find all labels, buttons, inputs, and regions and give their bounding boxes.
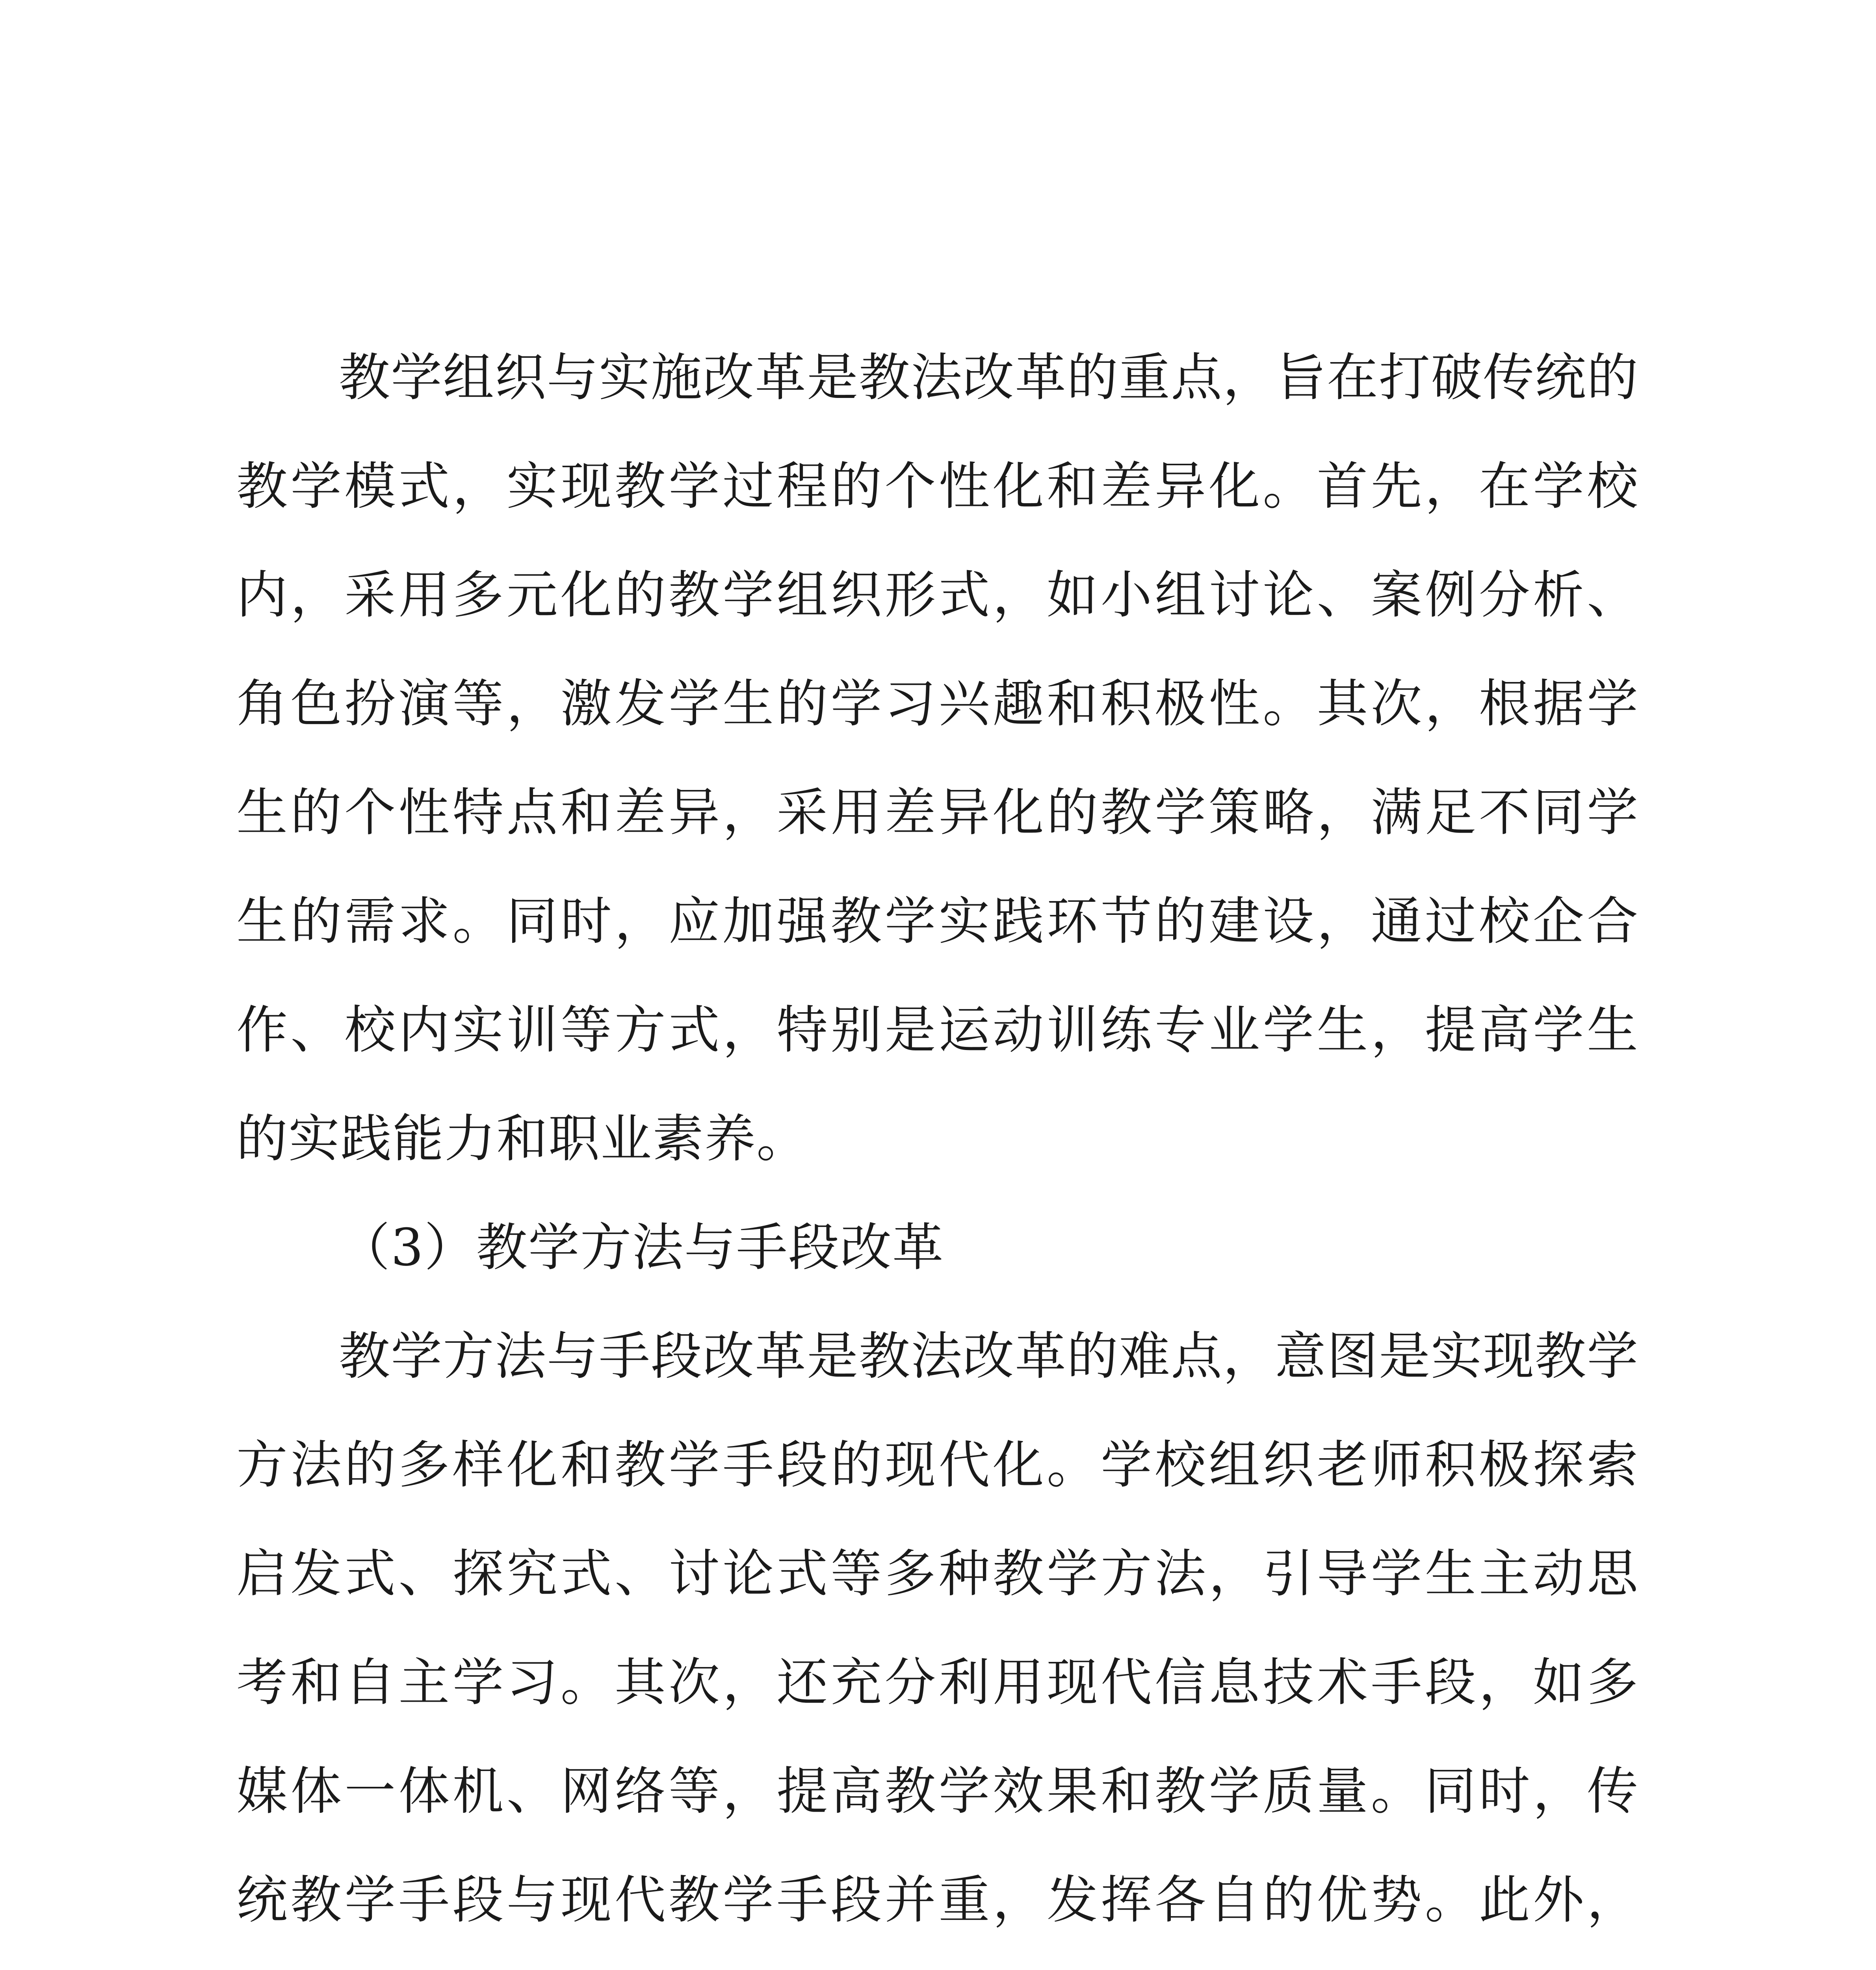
paragraph-teaching-methods: 教学方法与手段改革是教法改革的难点，意图是实现教学方法的多样化和教学手段的现代化。学校组织老师积极探索启发式、探究式、讨论式等多种教学方法，引导学生主动思考和自主学习。其次，还充分利用现代信息技术手段，如多媒体一体机、网络等，提高教学效果和教学质量。同时，传统教学手段与现代教学手段并重，发挥各自的优势。此外，: [236, 1326, 1639, 1930]
document-body: [236, 323, 1639, 1970]
section-heading-teaching-methods: （3）教学方法与手段改革: [339, 1217, 944, 1277]
paragraph-teaching-organization: 教学组织与实施改革是教法改革的重点，旨在打破传统的教学模式，实现教学过程的个性化和差异化。首先，在学校内，采用多元化的教学组织形式，如小组讨论、案例分析、角色扮演等，激发学生的学习兴趣和积极性。其次，根据学生的个性特点和差异，采用差异化的教学策略，满足不同学生的需求。同时，应加强教学实践环节的建设，通过校企合作、校内实训等方式，特别是运动训练专业学生，提高学生的实践能力和职业素养。: [236, 348, 1639, 1169]
